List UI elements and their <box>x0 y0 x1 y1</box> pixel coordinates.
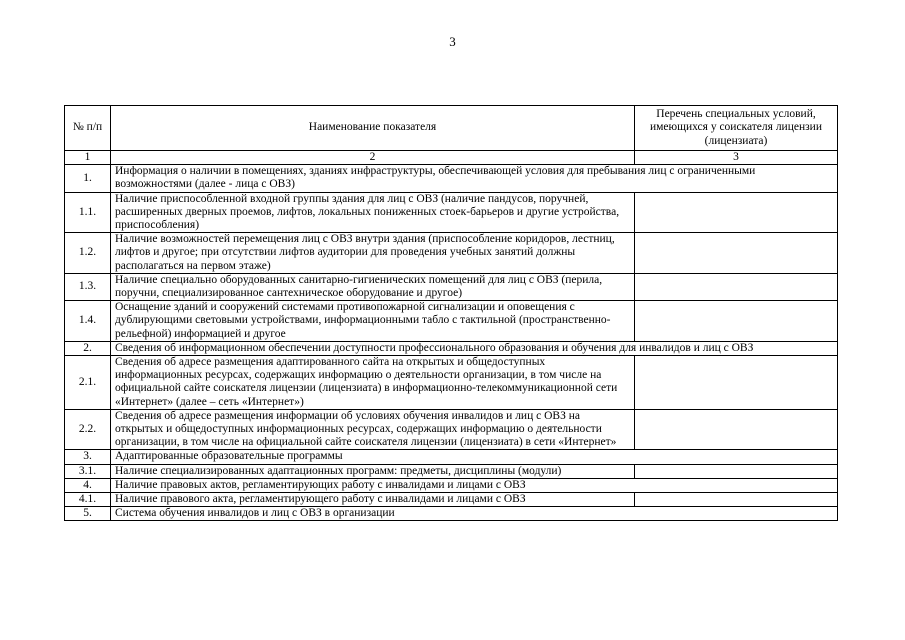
table-header-row <box>65 106 838 151</box>
table-row <box>65 356 838 410</box>
row-number-cell: 2. <box>65 341 111 355</box>
row-conditions-cell <box>635 301 838 342</box>
row-number-cell: 4.1. <box>65 493 111 507</box>
row-indicator-cell: Система обучения инвалидов и лиц с ОВЗ в организации <box>111 507 838 521</box>
section-row <box>65 341 838 355</box>
section-row <box>65 507 838 521</box>
row-indicator-cell: Сведения об адресе размещения информации об условиях обучения инвалидов и лиц с ОВЗ на открытых и общедоступных информационных ресурсах, содержащих информацию о деятельности организации, в том числе на официальной сайте соискателя лицензии (лицензиата) в сети «Интернет» <box>111 409 635 450</box>
row-conditions-cell <box>635 233 838 274</box>
row-indicator-cell: Наличие правовых актов, регламентирующих работу с инвалидами и лицами с ОВЗ <box>111 478 838 492</box>
table-row <box>65 192 838 233</box>
row-indicator-cell: Сведения об информационном обеспечении доступности профессионального образования и обучения для инвалидов и лиц с ОВЗ <box>111 341 838 355</box>
column-index-row <box>65 151 838 165</box>
table-row <box>65 301 838 342</box>
row-indicator-cell: Наличие возможностей перемещения лиц с ОВЗ внутри здания (приспособление коридоров, лестниц, лифтов и другое; при отсутствии лифтов аудитории для проведения учебных занятий должны располагаться на первом этаже) <box>111 233 635 274</box>
row-conditions-cell <box>635 493 838 507</box>
row-conditions-cell <box>635 464 838 478</box>
row-indicator-cell: Наличие специализированных адаптационных программ: предметы, дисциплины (модули) <box>111 464 635 478</box>
row-number-cell: 1.3. <box>65 273 111 300</box>
row-conditions-cell <box>635 273 838 300</box>
row-indicator-cell: Адаптированные образовательные программы <box>111 450 838 464</box>
column-index-cell: 2 <box>111 151 635 165</box>
indicators-table <box>64 105 838 521</box>
row-indicator-cell: Информация о наличии в помещениях, зданиях инфраструктуры, обеспечивающей условия для пребывания лиц с ограниченными возможностями (далее - лица с ОВЗ) <box>111 165 838 192</box>
row-indicator-cell: Оснащение зданий и сооружений системами противопожарной сигнализации и оповещения с дублирующими световыми устройствами, информационными табло с тактильной (пространственно-рельефной) информацией и другое <box>111 301 635 342</box>
row-indicator-cell: Наличие приспособленной входной группы здания для лиц с ОВЗ (наличие пандусов, поручней, расширенных дверных проемов, лифтов, локальных пониженных стоек-барьеров и другие устройства, приспособления) <box>111 192 635 233</box>
row-number-cell: 1.1. <box>65 192 111 233</box>
header-indicator-cell: Наименование показателя <box>111 106 635 151</box>
row-conditions-cell <box>635 356 838 410</box>
row-number-cell: 2.2. <box>65 409 111 450</box>
row-number-cell: 2.1. <box>65 356 111 410</box>
row-number-cell: 4. <box>65 478 111 492</box>
row-number-cell: 1.2. <box>65 233 111 274</box>
row-number-cell: 5. <box>65 507 111 521</box>
column-index-cell: 1 <box>65 151 111 165</box>
section-row <box>65 450 838 464</box>
row-indicator-cell: Наличие специально оборудованных санитарно-гигиенических помещений для лиц с ОВЗ (перила, поручни, специализированное сантехническое оборудование и другое) <box>111 273 635 300</box>
row-number-cell: 3.1. <box>65 464 111 478</box>
row-number-cell: 1.4. <box>65 301 111 342</box>
row-number-cell: 3. <box>65 450 111 464</box>
row-indicator-cell: Наличие правового акта, регламентирующего работу с инвалидами и лицами с ОВЗ <box>111 493 635 507</box>
table-row <box>65 273 838 300</box>
table-row <box>65 409 838 450</box>
row-conditions-cell <box>635 192 838 233</box>
row-number-cell: 1. <box>65 165 111 192</box>
header-conditions-cell: Перечень специальных условий, имеющихся у соискателя лицензии (лицензиата) <box>635 106 838 151</box>
table-row <box>65 464 838 478</box>
column-index-cell: 3 <box>635 151 838 165</box>
table-row <box>65 493 838 507</box>
table-row <box>65 233 838 274</box>
page-number: 3 <box>449 34 456 49</box>
row-indicator-cell: Сведения об адресе размещения адаптированного сайта на открытых и общедоступных информационных ресурсах, содержащих информацию о деятельности организации, в том числе на официальной сайте соискателя лицензии (лицензиата) в информационно-телекоммуникационной сети «Интернет» (далее – сеть «Интернет») <box>111 356 635 410</box>
section-row <box>65 478 838 492</box>
row-conditions-cell <box>635 409 838 450</box>
header-number-cell: № п/п <box>65 106 111 151</box>
section-row <box>65 165 838 192</box>
